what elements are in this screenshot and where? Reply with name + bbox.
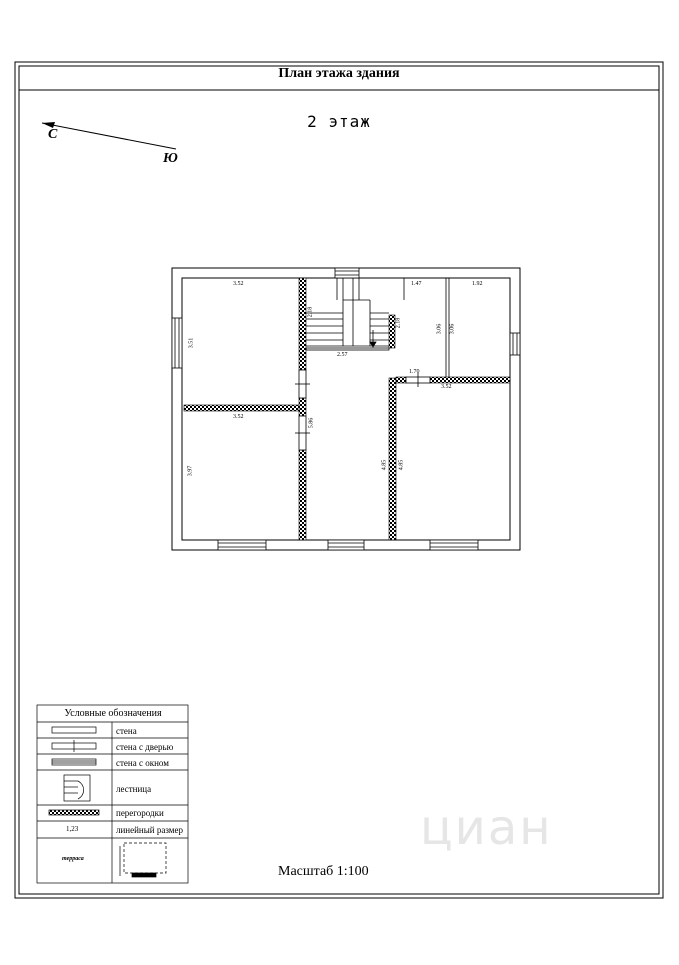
partitions xyxy=(184,278,510,540)
scale-label: Масштаб 1:100 xyxy=(278,864,369,879)
window-top xyxy=(335,268,359,278)
dim-stair-width: 2.57 xyxy=(337,352,348,358)
dim-stair-right: 2.18 xyxy=(395,317,402,329)
dim-room3-height-a: 4.85 xyxy=(381,459,388,471)
legend-dimension-sample: 1,23 xyxy=(66,825,79,833)
dim-room3-width: 3.52 xyxy=(441,384,452,390)
dim-room2-height: 3.97 xyxy=(187,465,194,477)
compass-north-label: С xyxy=(48,127,58,142)
dim-room1-width: 3.52 xyxy=(233,281,244,287)
dim-stair-left: 2.18 xyxy=(307,306,314,318)
dim-room2-width: 3.52 xyxy=(233,414,244,420)
compass-south-label: Ю xyxy=(163,151,178,166)
watermark: циан xyxy=(420,800,553,856)
legend-title: Условные обозначения xyxy=(64,708,162,719)
legend-window-label: стена с окном xyxy=(116,758,169,768)
dim-room3-height-b: 4.85 xyxy=(398,459,405,471)
dim-bath-height: 3.06 xyxy=(449,323,456,335)
legend-door-label: стена с дверью xyxy=(116,742,174,752)
dim-hall-length: 5.86 xyxy=(308,417,315,429)
legend-stair-label: лестница xyxy=(116,784,152,794)
legend-terrace-label: терраса xyxy=(62,856,84,862)
legend-partition-label: перегородки xyxy=(116,808,164,818)
window-bottom-2 xyxy=(328,540,364,550)
dim-small-width: 1.47 xyxy=(411,281,422,287)
legend-box xyxy=(37,705,188,883)
sheet-title: План этажа здания xyxy=(278,66,400,81)
dim-small-height: 3.06 xyxy=(436,323,443,335)
legend-dimension-label: линейный размер xyxy=(116,825,183,835)
dim-corridor-width: 1.70 xyxy=(409,369,420,375)
window-bottom-1 xyxy=(218,540,266,550)
dim-bath-width: 1.92 xyxy=(472,281,483,287)
window-bottom-3 xyxy=(430,540,478,550)
floor-label: 2 этаж xyxy=(307,112,371,131)
legend-wall-label: стена xyxy=(116,726,137,736)
window-right xyxy=(510,333,520,355)
window-left xyxy=(172,318,182,368)
doors xyxy=(295,370,430,450)
dim-room1-height: 3.51 xyxy=(188,337,195,349)
